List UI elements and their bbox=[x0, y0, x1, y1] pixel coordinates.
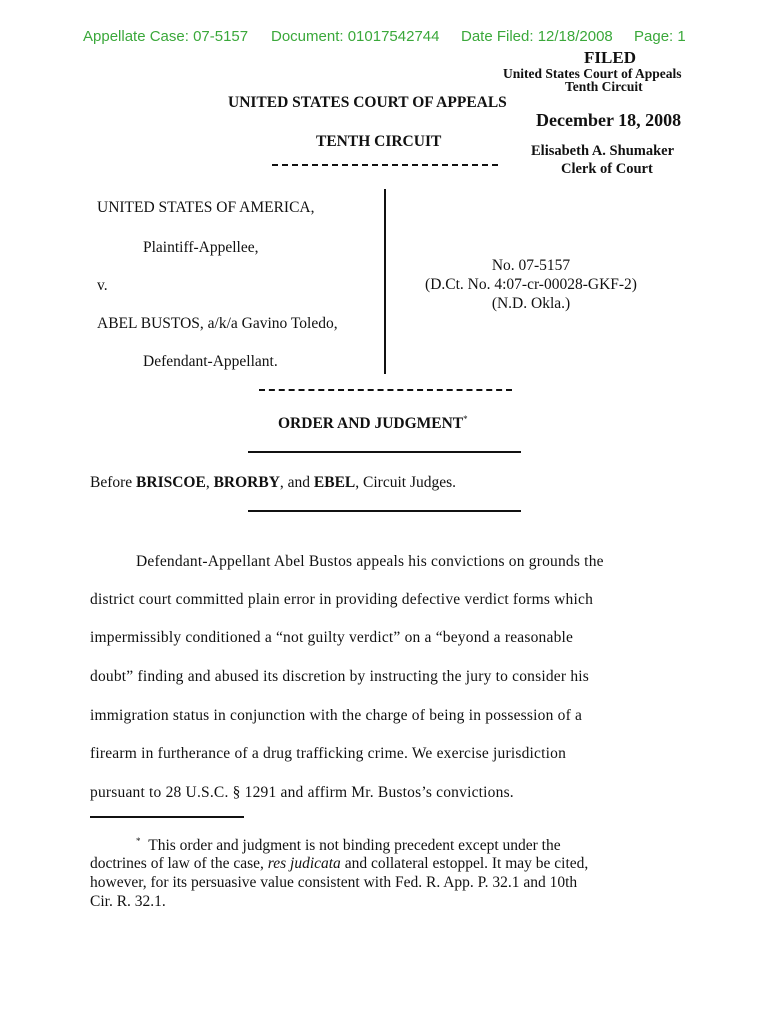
filed-stamp-circuit: Tenth Circuit bbox=[565, 79, 643, 94]
judge-brorby: BRORBY bbox=[213, 474, 280, 491]
filed-stamp-date: December 18, 2008 bbox=[536, 110, 682, 130]
footnote-res-judicata: res judicata bbox=[267, 855, 341, 872]
header-document: Document: 01017542744 bbox=[271, 28, 440, 45]
footnote-mark: * bbox=[136, 836, 141, 846]
header-date-filed: Date Filed: 12/18/2008 bbox=[461, 28, 613, 45]
court-circuit: TENTH CIRCUIT bbox=[316, 133, 442, 150]
caption-defendant-role: Defendant-Appellant. bbox=[143, 353, 278, 370]
body-line-1: Defendant-Appellant Abel Bustos appeals his convictions on grounds the bbox=[136, 553, 604, 570]
footnote-line-1: * This order and judgment is not binding precedent except under the bbox=[136, 836, 561, 855]
body-line-4: doubt” finding and abused its discretion by instructing the jury to consider his bbox=[90, 668, 590, 685]
order-title-rule bbox=[248, 451, 521, 453]
district-case-number: (D.Ct. No. 4:07-cr-00028-GKF-2) bbox=[425, 276, 637, 293]
clerk-name: Elisabeth A. Shumaker bbox=[531, 143, 675, 159]
footnote-line-3: however, for its persuasive value consistent with Fed. R. App. P. 32.1 and 10th bbox=[90, 874, 578, 891]
caption-plaintiff: UNITED STATES OF AMERICA, bbox=[97, 199, 315, 216]
footnote-line-2: doctrines of law of the case, res judicata and collateral estoppel. It may be cited, bbox=[90, 855, 589, 872]
clerk-title: Clerk of Court bbox=[561, 161, 653, 177]
court-name: UNITED STATES COURT OF APPEALS bbox=[228, 94, 507, 111]
order-footnote-mark: * bbox=[463, 414, 468, 424]
filed-stamp-court: United States Court of Appeals bbox=[503, 66, 682, 81]
judge-ebel: EBEL bbox=[313, 474, 356, 491]
body-line-6: firearm in furtherance of a drug trafficking crime. We exercise jurisdiction bbox=[90, 745, 567, 762]
panel-line: Before BRISCOE, BRORBY, and EBEL, Circuit Judges. bbox=[90, 474, 457, 491]
header-page: Page: 1 bbox=[634, 28, 686, 45]
caption-defendant: ABEL BUSTOS, a/k/a Gavino Toledo, bbox=[97, 315, 338, 332]
caption-divider bbox=[384, 189, 386, 374]
body-line-7: pursuant to 28 U.S.C. § 1291 and affirm Mr. Bustos’s convictions. bbox=[90, 784, 514, 801]
body-line-3: impermissibly conditioned a “not guilty verdict” on a “beyond a reasonable bbox=[90, 629, 574, 646]
judge-briscoe: BRISCOE bbox=[136, 474, 206, 491]
case-number: No. 07-5157 bbox=[491, 257, 571, 274]
panel-rule bbox=[248, 510, 521, 512]
filed-stamp-label: FILED bbox=[584, 48, 636, 67]
heading-divider bbox=[272, 164, 498, 167]
footnote-line-4: Cir. R. 32.1. bbox=[90, 893, 166, 910]
body-line-2: district court committed plain error in providing defective verdict forms which bbox=[90, 591, 594, 608]
district-court: (N.D. Okla.) bbox=[491, 295, 571, 312]
order-title: ORDER AND JUDGMENT* bbox=[278, 414, 468, 433]
body-line-5: immigration status in conjunction with the charge of being in possession of a bbox=[90, 707, 583, 724]
caption-bottom-divider bbox=[259, 389, 512, 392]
caption-versus: v. bbox=[97, 277, 108, 294]
header-case: Appellate Case: 07-5157 bbox=[83, 28, 249, 45]
caption-plaintiff-role: Plaintiff-Appellee, bbox=[143, 239, 259, 256]
footnote-rule bbox=[90, 816, 244, 818]
